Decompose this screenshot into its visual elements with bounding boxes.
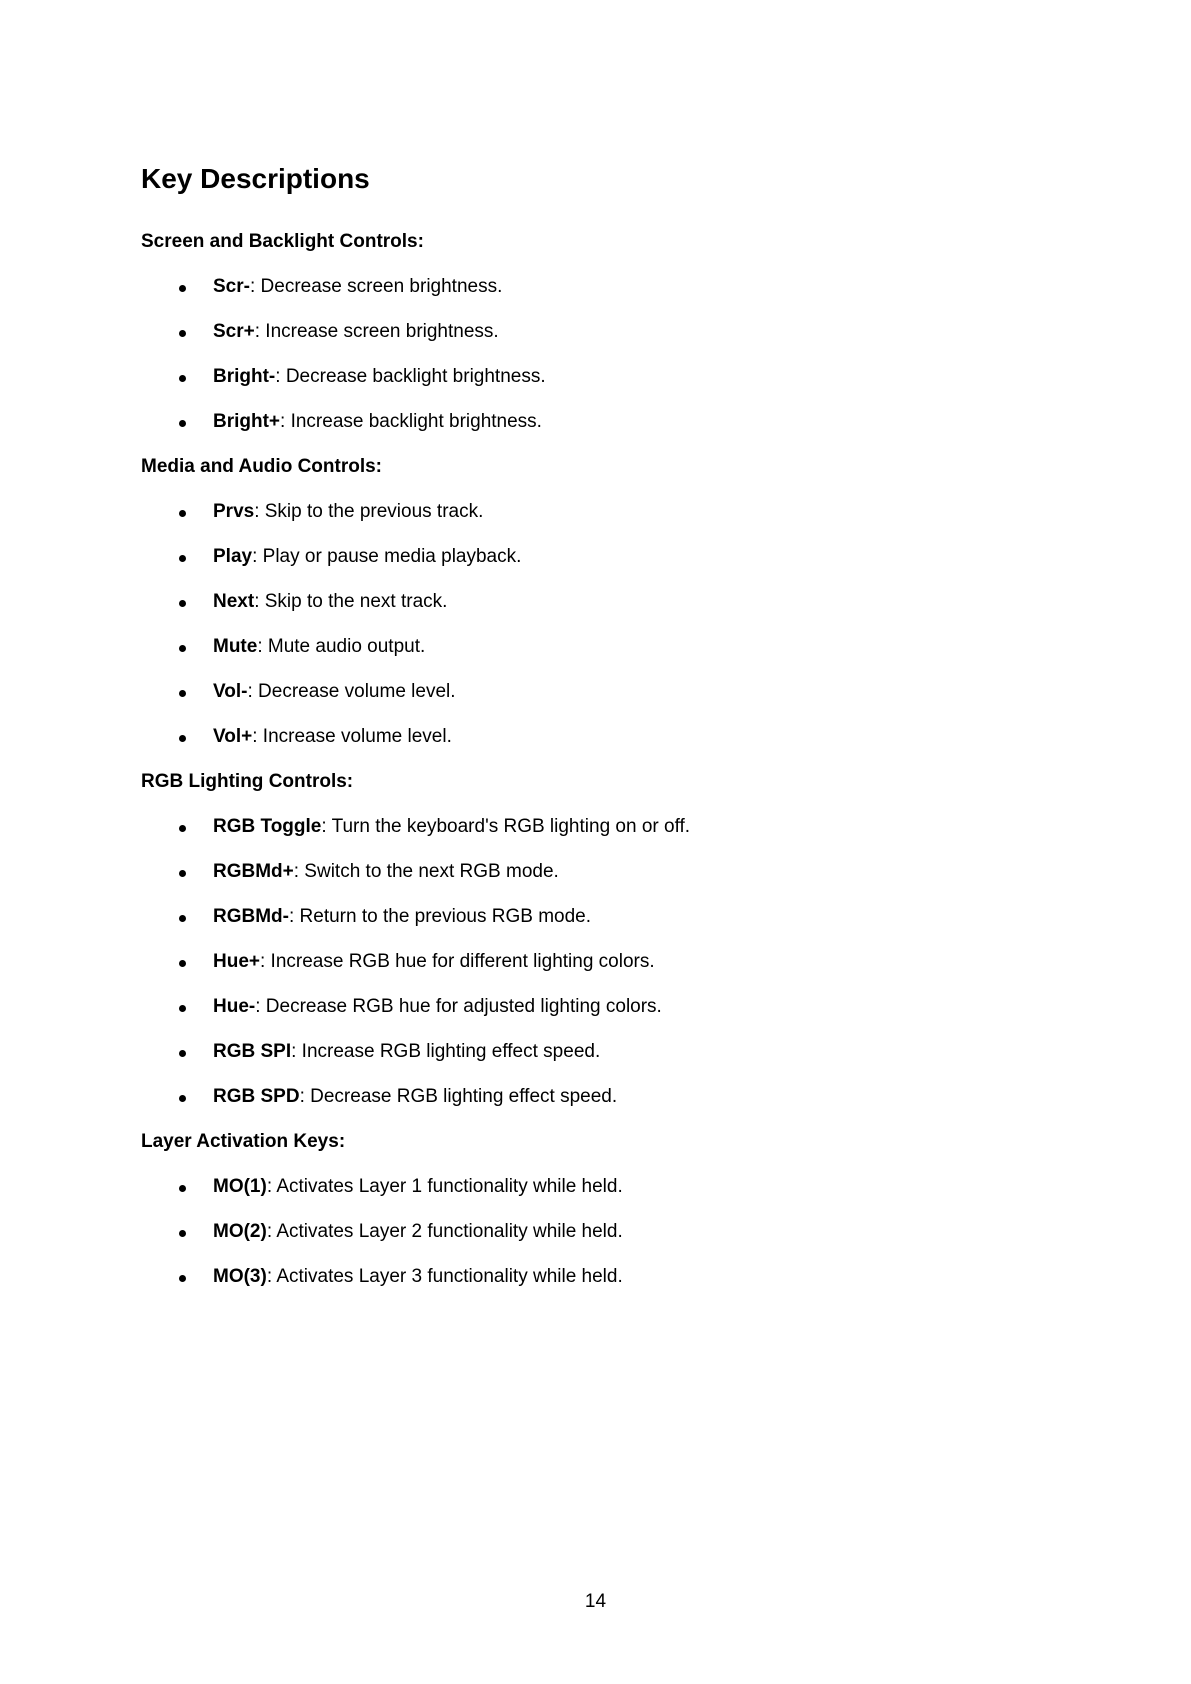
list-item [141,1084,1141,1129]
key-description: : Increase volume level. [252,726,452,747]
key-name: Prvs [213,501,255,522]
list-item [141,1174,1141,1219]
key-name: MO(1) [213,1176,267,1197]
key-name: RGB Toggle [213,816,322,837]
key-name: RGB SPI [213,1041,292,1062]
key-name: RGBMd- [213,906,289,927]
key-name: Bright+ [213,411,281,432]
key-description: : Mute audio output. [257,636,426,657]
key-description: : Decrease volume level. [247,681,456,702]
section-heading: RGB Lighting Controls: [141,771,354,792]
list-item [141,859,1141,904]
key-name: Mute [213,636,258,657]
section-heading: Layer Activation Keys: [141,1131,346,1152]
key-description: : Activates Layer 1 functionality while held. [266,1176,623,1197]
bullet-icon [179,375,186,382]
key-name: Hue+ [213,951,260,972]
page-title: Key Descriptions [141,162,370,194]
list-item [141,409,1141,454]
bullet-icon [179,330,186,337]
bullet-icon [179,285,186,292]
bullet-icon [179,555,186,562]
section-layer-activation [141,1129,1141,1309]
section-screen-backlight [141,229,1141,454]
bullet-icon [179,825,186,832]
list-item [141,1264,1141,1309]
list-item [141,1039,1141,1084]
list-item [141,904,1141,949]
page-number: 14 [584,1591,607,1612]
bullet-icon [179,1230,186,1237]
key-description: : Decrease RGB hue for adjusted lighting colors. [255,996,662,1017]
key-descriptions-content [141,229,1141,1309]
key-name: MO(2) [213,1221,267,1242]
key-description: : Decrease backlight brightness. [275,366,546,387]
bullet-icon [179,1050,186,1057]
key-description: : Skip to the previous track. [254,501,484,522]
section-media-audio [141,454,1141,769]
key-name: Vol- [213,681,248,702]
list-item [141,634,1141,679]
bullet-icon [179,690,186,697]
key-description: : Return to the previous RGB mode. [288,906,592,927]
list-item [141,274,1141,319]
key-name: Hue- [213,996,256,1017]
bullet-icon [179,420,186,427]
key-description: : Play or pause media playback. [252,546,522,567]
key-list [141,814,1141,1129]
key-name: Vol+ [213,726,253,747]
key-name: Play [213,546,253,567]
list-item [141,589,1141,634]
bullet-icon [179,915,186,922]
key-name: Scr+ [213,321,255,342]
list-item [141,364,1141,409]
key-list [141,274,1141,454]
key-name: Bright- [213,366,276,387]
key-description: : Activates Layer 3 functionality while held. [266,1266,623,1287]
key-description: : Skip to the next track. [254,591,448,612]
list-item [141,994,1141,1039]
section-heading: Media and Audio Controls: [141,456,383,477]
key-name: Scr- [213,276,250,297]
key-description: : Decrease RGB lighting effect speed. [299,1086,618,1107]
list-item [141,499,1141,544]
key-name: MO(3) [213,1266,267,1287]
key-name: RGB SPD [213,1086,300,1107]
key-name: RGBMd+ [213,861,294,882]
key-description: : Increase backlight brightness. [280,411,542,432]
bullet-icon [179,1275,186,1282]
section-heading: Screen and Backlight Controls: [141,231,424,252]
bullet-icon [179,645,186,652]
list-item [141,724,1141,769]
key-list [141,499,1141,769]
bullet-icon [179,960,186,967]
key-description: : Turn the keyboard's RGB lighting on or off. [321,816,691,837]
key-description: : Increase RGB lighting effect speed. [291,1041,601,1062]
bullet-icon [179,600,186,607]
key-name: Next [213,591,255,612]
list-item [141,679,1141,724]
list-item [141,949,1141,994]
bullet-icon [179,510,186,517]
key-description: : Increase RGB hue for different lighting colors. [260,951,655,972]
key-description: : Increase screen brightness. [254,321,499,342]
key-description: : Decrease screen brightness. [249,276,503,297]
list-item [141,1219,1141,1264]
key-description: : Switch to the next RGB mode. [293,861,559,882]
key-description: : Activates Layer 2 functionality while held. [266,1221,623,1242]
section-rgb-lighting [141,769,1141,1129]
bullet-icon [179,1005,186,1012]
bullet-icon [179,1185,186,1192]
list-item [141,814,1141,859]
list-item [141,319,1141,364]
bullet-icon [179,870,186,877]
key-list [141,1174,1141,1309]
list-item [141,544,1141,589]
bullet-icon [179,735,186,742]
bullet-icon [179,1095,186,1102]
